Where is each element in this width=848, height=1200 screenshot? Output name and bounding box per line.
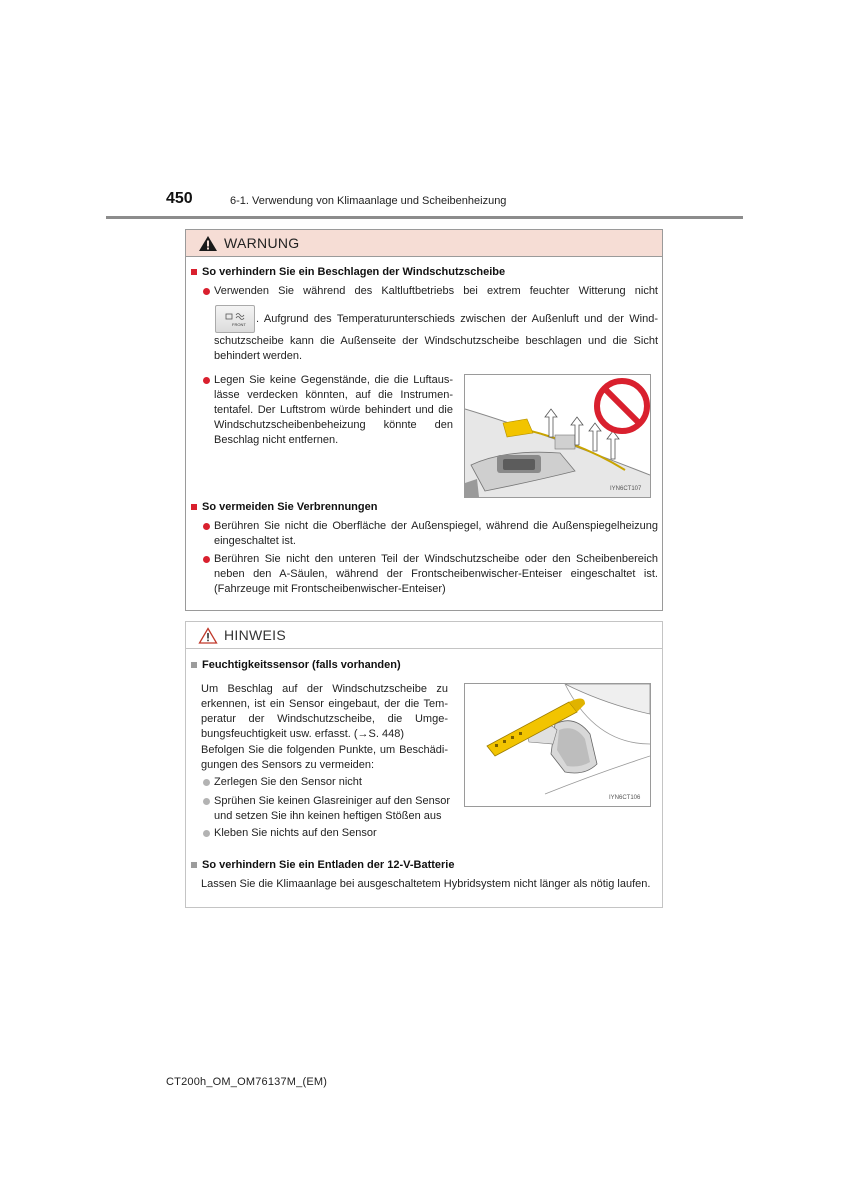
- square-bullet-icon: [191, 269, 197, 275]
- warning-fog-bullet-1-line1: Verwenden Sie während des Kaltluftbetriebs bei extrem feuchter Witterung nicht: [214, 285, 658, 297]
- note-title: HINWEIS: [224, 627, 286, 643]
- warning-fog-bullet-1-rest: schutzscheibe kann die Außenseite der Windschutzscheibe beschlagen und die Sicht behindert werden.: [214, 335, 658, 362]
- warning-title: WARNUNG: [224, 235, 300, 251]
- note-sensor-bullet-3: Kleben Sie nichts auf den Sensor: [214, 827, 377, 839]
- warning-subheading-burns: So vermeiden Sie Verbrennungen: [191, 501, 377, 513]
- square-bullet-icon: [191, 504, 197, 510]
- bullet-dot-icon: [203, 288, 210, 295]
- humidity-sensor-illustration: [464, 683, 651, 807]
- warning-burns-bullet-2: Berühren Sie nicht den unteren Teil der Windschutzscheibe oder den Scheibenbereich neben den A-Säulen, während der Frontscheibenwischer-Enteiser eingeschaltet ist. (Fahrzeuge mit Frontscheibenwischer-Enteiser): [214, 553, 658, 595]
- bullet-dot-icon: [203, 779, 210, 786]
- document-code: CT200h_OM_OM76137M_(EM): [166, 1076, 328, 1088]
- bullet-dot-icon: [203, 798, 210, 805]
- warning-fog-bullet-1-line2: . Aufgrund des Temperaturunterschieds zwischen der Außenluft und der Wind-: [256, 313, 658, 325]
- header-rule: [106, 216, 743, 219]
- note-subheading-battery: So verhindern Sie ein Entladen der 12-V-Batterie: [191, 859, 454, 871]
- defogger-button-icon: [215, 305, 255, 333]
- page-number: 450: [166, 190, 193, 207]
- warning-fog-bullet-2: Legen Sie keine Gegenstände, die die Luftauslässe verdecken könnten, auf die Instrumententafel. Der Luftstrom würde behindert und die Windschutzscheibenbeheizung könnte den Beschlag nicht entfernen.: [214, 374, 453, 446]
- note-subheading-sensor: Feuchtigkeitssensor (falls vorhanden): [191, 659, 401, 671]
- defogger-button-label: FRONT: [232, 322, 246, 327]
- note-sensor-bullet-2: Sprühen Sie keinen Glasreiniger auf den Sensor und setzen Sie ihn keinen heftigen Stößen aus: [214, 795, 451, 822]
- note-header: [186, 622, 662, 649]
- warning-subheading-fog: So verhindern Sie ein Beschlagen der Windschutzscheibe: [191, 266, 505, 278]
- note-sensor-bullet-1: Zerlegen Sie den Sensor nicht: [214, 776, 362, 788]
- warning-header: [186, 230, 662, 257]
- illustration-code: IYN6CT106: [609, 795, 641, 801]
- section-title: 6-1. Verwendung von Klimaanlage und Scheibenheizung: [230, 195, 507, 207]
- bullet-dot-icon: [203, 830, 210, 837]
- bullet-dot-icon: [203, 377, 210, 384]
- square-bullet-icon: [191, 662, 197, 668]
- note-sensor-paragraph-2: Befolgen Sie die folgenden Punkte, um Beschädigungen des Sensors zu vermeiden:: [201, 744, 448, 771]
- note-sensor-paragraph-1: Um Beschlag auf der Windschutzscheibe zu erkennen, ist ein Sensor eingebaut, der die Temperatur der Windschutzscheibe, die Umgebungsfeuchtigkeit usw. erfasst. (→S. 448): [201, 683, 448, 740]
- note-battery-text: Lassen Sie die Klimaanlage bei ausgeschaltetem Hybridsystem nicht länger als nötig laufen.: [201, 878, 651, 890]
- warning-burns-bullet-1: Berühren Sie nicht die Oberfläche der Außenspiegel, während die Außenspiegelheizung eingeschaltet ist.: [214, 520, 658, 547]
- illustration-code: IYN6CT107: [610, 486, 642, 492]
- warning-triangle-icon: [198, 235, 218, 252]
- square-bullet-icon: [191, 862, 197, 868]
- bullet-dot-icon: [203, 523, 210, 530]
- dashboard-airflow-illustration: [464, 374, 651, 498]
- caution-triangle-icon: [198, 627, 218, 644]
- page-header: [0, 190, 848, 220]
- bullet-dot-icon: [203, 556, 210, 563]
